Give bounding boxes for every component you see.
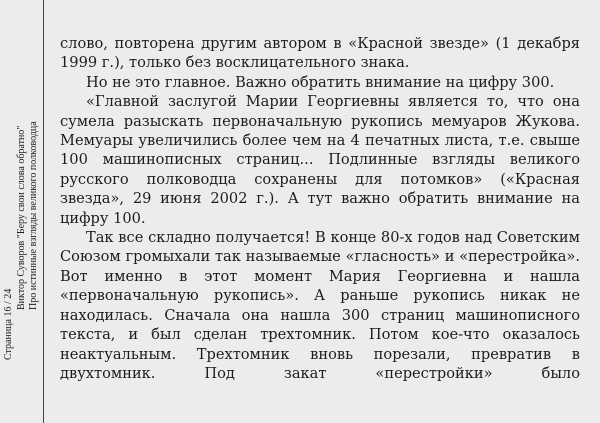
- page-counter: Страница 16 / 24: [3, 288, 14, 360]
- body-text: [60, 34, 580, 383]
- paragraph: Но не это главное. Важно обратить внимание на цифру 300.: [86, 73, 555, 91]
- section-title: Про истинные взгляды великого полководца: [28, 121, 39, 310]
- book-title: Виктор Суворов "Беру свои слова обратно": [16, 125, 27, 310]
- paragraph: «Главной заслугой Марии Георгиевны является то, что она сумела разыскать первоначальную рукопись мемуаров Жукова. Мемуары увеличились более чем на 4 печатных листа, т.е. свыше 100 машинописных страниц... Подлинные взгляды великого русского полководца сохранены для потомков» («Красная звезда», 29 июня 2002 г.). А тут важно обратить внимание на цифру 100.: [60, 93, 580, 227]
- paragraph: Так все складно получается! В конце 80-х годов над Советским Союзом громыхали так называемые «гласность» и «перестройка». Вот именно в этот момент Мария Георгиевна и нашла «первоначальную рукопись». А раньше рукопись никак не находилась. Сначала она нашла 300 страниц машинописного текста, и был сделан трехтомник. Потом кое-что оказалось неактуальным. Трехтомник вновь порезали, превратив в двухтомник. Под закат «перестройки» было: [60, 229, 580, 382]
- paragraph: слово, повторена другим автором в «Красной звезде» (1 декабря 1999 г.), только без восклицательного знака.: [60, 35, 580, 72]
- margin-divider: [43, 0, 44, 423]
